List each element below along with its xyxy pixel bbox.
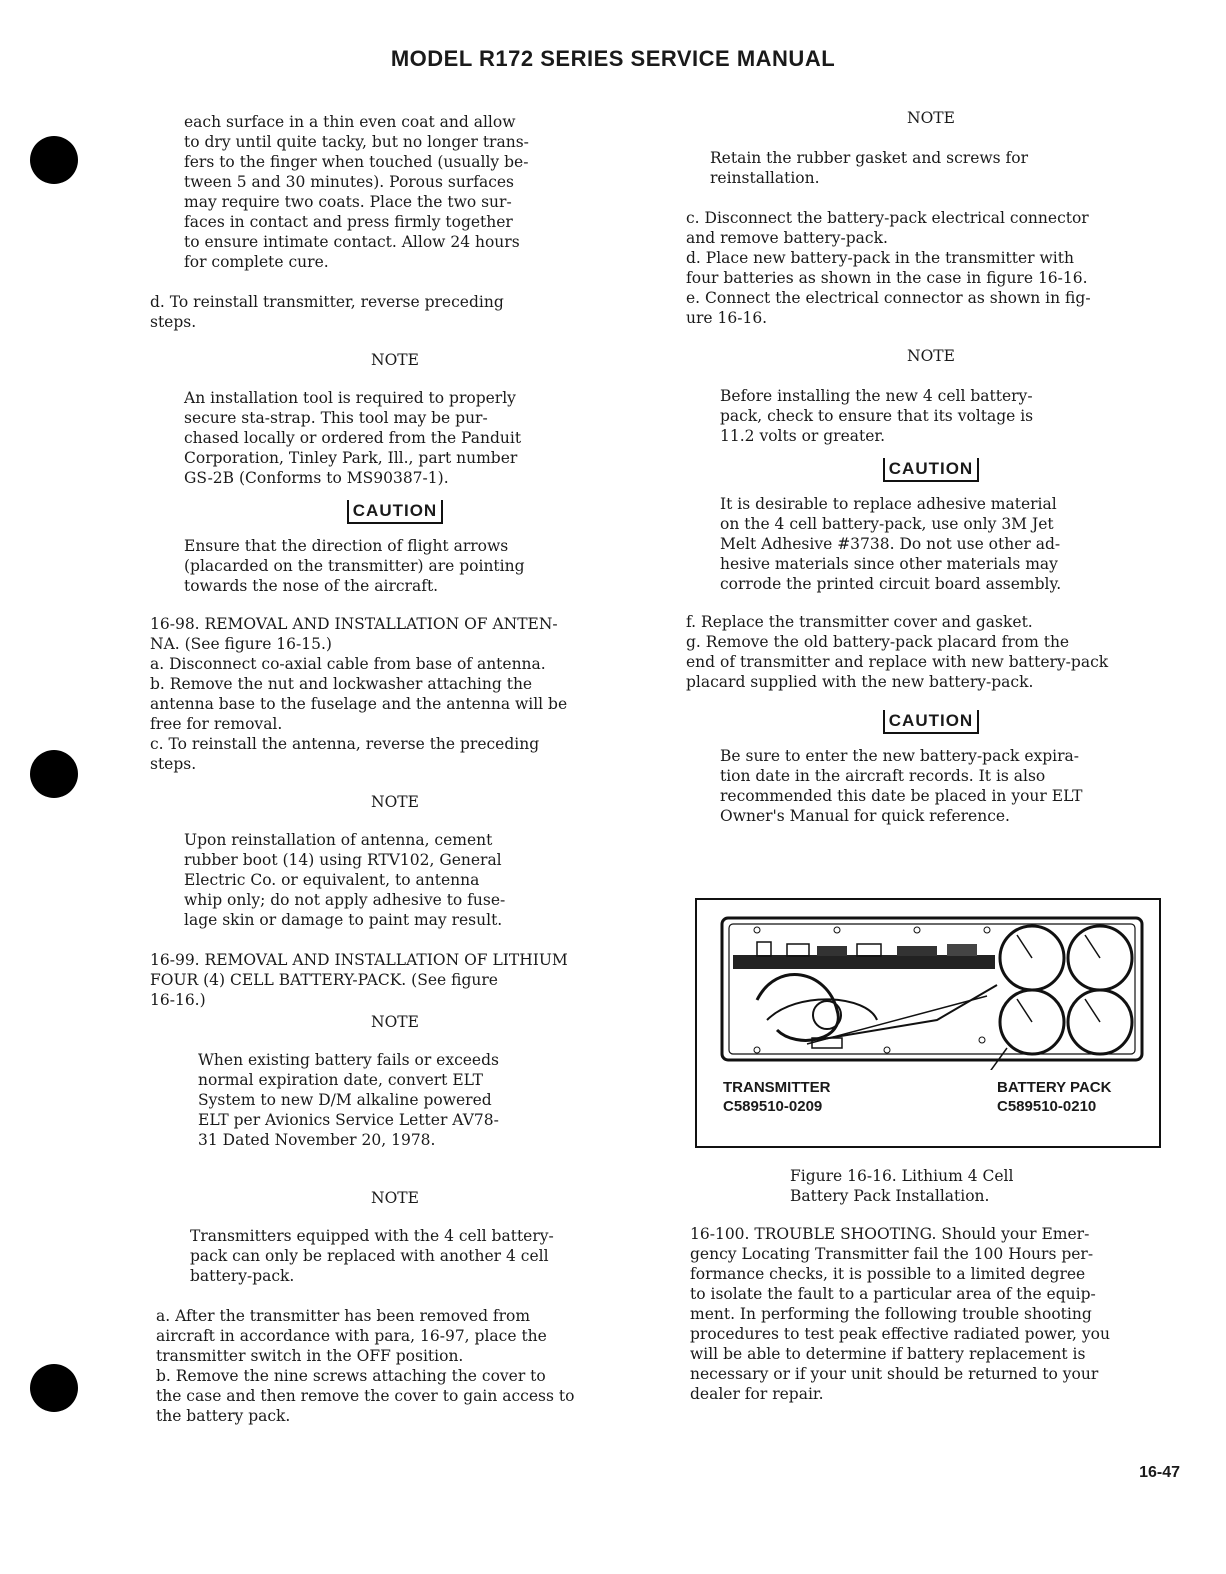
note-title: NOTE xyxy=(371,1189,419,1207)
steps-a-b: a. After the transmitter has been removed from aircraft in accordance with para, 16-97, place the transmitter switch in the OFF position. b. Remove the nine screws attaching the cover to the case and then remove the cover to gain access to the battery pack. xyxy=(156,1307,575,1425)
steps-c-d-e: c. Disconnect the battery-pack electrical connector and remove battery-pack. d. Place new battery-pack in the transmitter with four batteries as shown in the case in figure 16-16. e. Connect the electrical connector as shown in fig- ure 16-16. xyxy=(686,209,1091,327)
caution-label: CAUTION xyxy=(883,710,979,734)
caution-text: It is desirable to replace adhesive material on the 4 cell battery-pack, use only 3M Jet Melt Adhesive #3738. Do not use other ad- hesive materials since other materials may corrode the printed circuit board assembly. xyxy=(720,495,1062,593)
caution-box xyxy=(686,458,1176,482)
transmitter-label: TRANSMITTER C589510-0209 xyxy=(723,1079,831,1115)
caution-box xyxy=(686,710,1176,734)
caution-label: CAUTION xyxy=(347,500,443,524)
page-header: MODEL R172 SERIES SERVICE MANUAL xyxy=(390,46,836,71)
battery-pack-label: BATTERY PACK C589510-0210 xyxy=(997,1079,1112,1115)
section-16-98: 16-98. REMOVAL AND INSTALLATION OF ANTEN- NA. (See figure 16-15.) a. Disconnect co-axial cable from base of antenna. b. Remove the nut and lockwasher attaching the antenna base to the fuselage and the antenna will be free for removal. c. To reinstall the antenna, reverse the preceding steps. xyxy=(150,615,568,773)
caution-box xyxy=(150,500,640,524)
section-16-100-column xyxy=(690,1224,1180,1404)
adhesive-paragraph: each surface in a thin even coat and allow to dry until quite tacky, but no longer trans- fers to the finger when touched (usually be- tween 5 and 30 minutes). Porous surfaces may require two coats. Place the two sur- faces in contact and press firmly together to ensure intimate contact. Allow 24 hours for complete cure. xyxy=(184,113,529,271)
step-d-paragraph: d. To reinstall transmitter, reverse preceding steps. xyxy=(150,293,504,331)
left-column xyxy=(150,112,640,1426)
note-text: Before installing the new 4 cell battery- pack, check to ensure that its voltage is 11.2 volts or greater. xyxy=(720,387,1034,445)
caution-text: Ensure that the direction of flight arrows (placarded on the transmitter) are pointing towards the nose of the aircraft. xyxy=(184,537,525,595)
figure-16-16 xyxy=(695,898,1161,1148)
caution-text: Be sure to enter the new battery-pack expira- tion date in the aircraft records. It is also recommended this date be placed in your ELT Owner's Manual for quick reference. xyxy=(720,747,1083,825)
elt-transmitter-illustration xyxy=(697,900,1159,1070)
punch-hole xyxy=(30,1364,78,1412)
caution-label: CAUTION xyxy=(883,458,979,482)
note-title: NOTE xyxy=(371,351,419,369)
note-title: NOTE xyxy=(907,109,955,127)
figure-caption: Figure 16-16. Lithium 4 Cell Battery Pack Installation. xyxy=(790,1167,1014,1205)
note-text: When existing battery fails or exceeds normal expiration date, convert ELT System to new D/M alkaline powered ELT per Avionics Service Letter AV78- 31 Dated November 20, 1978. xyxy=(198,1051,499,1149)
note-text: Transmitters equipped with the 4 cell battery- pack can only be replaced with another 4 cell battery-pack. xyxy=(190,1227,554,1285)
steps-f-g: f. Replace the transmitter cover and gasket. g. Remove the old battery-pack placard from the end of transmitter and replace with new battery-pack placard supplied with the new battery-pack. xyxy=(686,613,1109,691)
note-title: NOTE xyxy=(371,1013,419,1031)
punch-hole xyxy=(30,136,78,184)
right-column xyxy=(686,108,1176,826)
section-16-99: 16-99. REMOVAL AND INSTALLATION OF LITHIUM FOUR (4) CELL BATTERY-PACK. (See figure 16-16.) xyxy=(150,951,568,1009)
punch-hole xyxy=(30,750,78,798)
note-text: Retain the rubber gasket and screws for reinstallation. xyxy=(710,149,1028,187)
note-text: Upon reinstallation of antenna, cement rubber boot (14) using RTV102, General Electric Co. or equivalent, to antenna whip only; do not apply adhesive to fuse- lage skin or damage to paint may result. xyxy=(184,831,506,929)
note-text: An installation tool is required to properly secure sta-strap. This tool may be pur- chased locally or ordered from the Panduit Corporation, Tinley Park, Ill., part number GS-2B (Conforms to MS90387-1). xyxy=(184,389,522,487)
note-title: NOTE xyxy=(907,347,955,365)
note-title: NOTE xyxy=(371,793,419,811)
page-number: 16-47 xyxy=(1139,1464,1180,1481)
section-16-100: 16-100. TROUBLE SHOOTING. Should your Emer- gency Locating Transmitter fail the 100 Hours per- formance checks, it is possible to a limited degree to isolate the fault to a particular area of the equip- ment. In performing the following trouble shooting procedures to test peak effective radiated power, you will be able to determine if battery replacement is necessary or if your unit should be returned to your dealer for repair. xyxy=(690,1225,1110,1403)
